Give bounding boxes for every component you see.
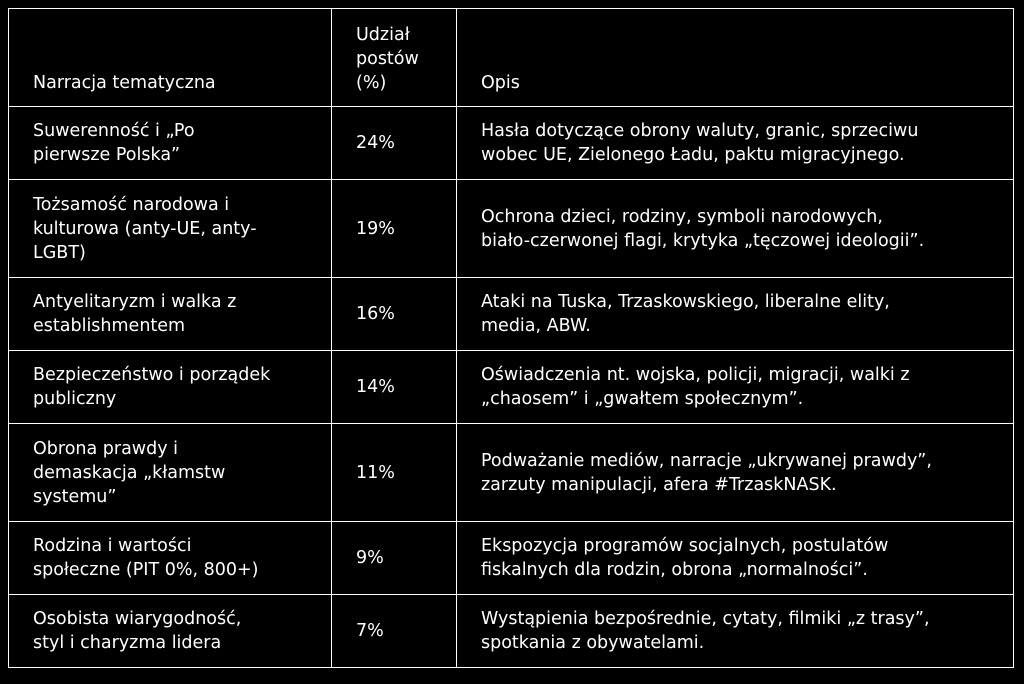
narratives-table xyxy=(8,8,1014,668)
header-narrative: Narracja tematyczna xyxy=(9,9,332,107)
table-header-row xyxy=(9,9,1014,107)
table-row xyxy=(9,278,1014,351)
table-row xyxy=(9,522,1014,595)
cell-description: Ataki na Tuska, Trzaskowskiego, liberalne elity, media, ABW. xyxy=(457,278,1014,351)
cell-description: Ochrona dzieci, rodziny, symboli narodowych, biało-czerwonej flagi, krytyka „tęczowej ideologii”. xyxy=(457,180,1014,278)
cell-share: 24% xyxy=(332,107,457,180)
cell-narrative: Osobista wiarygodność, styl i charyzma lidera xyxy=(9,595,332,668)
cell-description: Podważanie mediów, narracje „ukrywanej prawdy”, zarzuty manipulacji, afera #TrzaskNASK. xyxy=(457,424,1014,522)
table-row xyxy=(9,107,1014,180)
cell-share: 7% xyxy=(332,595,457,668)
cell-description: Hasła dotyczące obrony waluty, granic, sprzeciwu wobec UE, Zielonego Ładu, paktu migracyjnego. xyxy=(457,107,1014,180)
cell-narrative: Rodzina i wartości społeczne (PIT 0%, 800+) xyxy=(9,522,332,595)
cell-narrative: Obrona prawdy i demaskacja „kłamstw systemu” xyxy=(9,424,332,522)
cell-share: 9% xyxy=(332,522,457,595)
cell-narrative: Suwerenność i „Po pierwsze Polska” xyxy=(9,107,332,180)
cell-description: Ekspozycja programów socjalnych, postulatów fiskalnych dla rodzin, obrona „normalności”. xyxy=(457,522,1014,595)
cell-share: 11% xyxy=(332,424,457,522)
cell-narrative: Antyelitaryzm i walka z establishmentem xyxy=(9,278,332,351)
cell-description: Oświadczenia nt. wojska, policji, migracji, walki z „chaosem” i „gwałtem społecznym”. xyxy=(457,351,1014,424)
cell-share: 16% xyxy=(332,278,457,351)
header-share: Udział postów (%) xyxy=(332,9,457,107)
cell-description: Wystąpienia bezpośrednie, cytaty, filmiki „z trasy”, spotkania z obywatelami. xyxy=(457,595,1014,668)
header-description: Opis xyxy=(457,9,1014,107)
cell-share: 19% xyxy=(332,180,457,278)
table-row xyxy=(9,595,1014,668)
cell-share: 14% xyxy=(332,351,457,424)
cell-narrative: Tożsamość narodowa i kulturowa (anty-UE, anty- LGBT) xyxy=(9,180,332,278)
table-row xyxy=(9,180,1014,278)
table-row xyxy=(9,351,1014,424)
table-row xyxy=(9,424,1014,522)
cell-narrative: Bezpieczeństwo i porządek publiczny xyxy=(9,351,332,424)
